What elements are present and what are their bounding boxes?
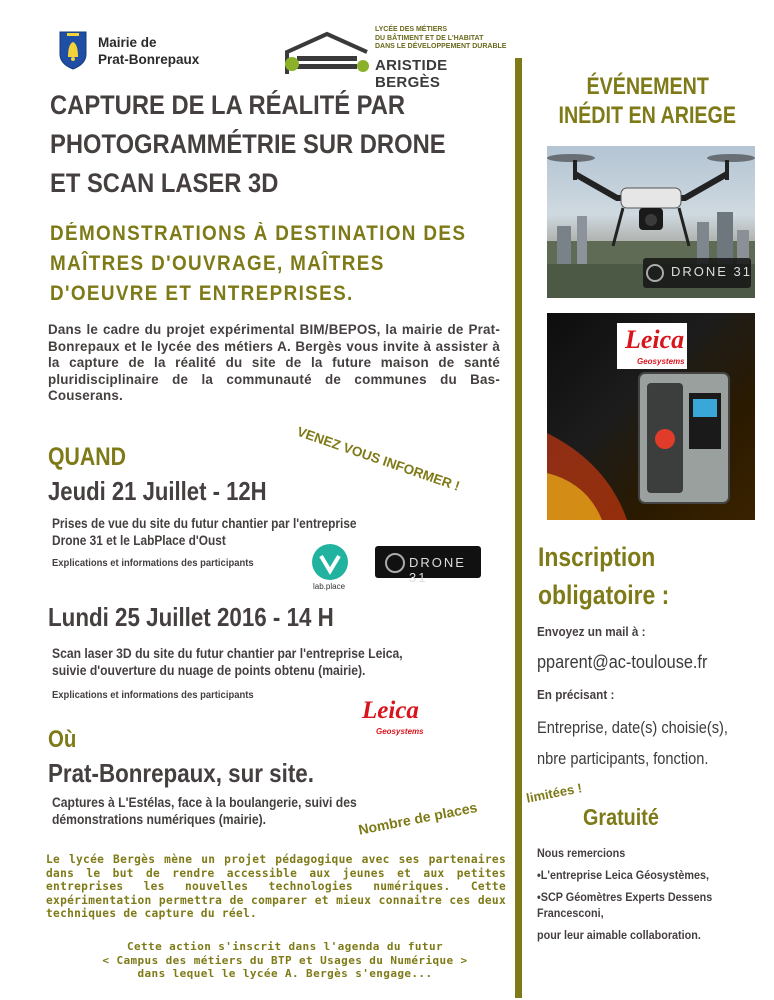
captures-line: Captures à L'Estélas, face à la boulangerie, suivi des	[52, 795, 357, 810]
column-divider	[515, 58, 522, 998]
thanks-line: Nous remercions	[537, 846, 626, 860]
captures-line: démonstrations numériques (mairie).	[52, 812, 267, 827]
prises-line: Drone 31 et le LabPlace d'Oust	[52, 533, 226, 548]
venez-callout: VENEZ VOUS INFORMER !	[295, 424, 462, 494]
subtitle-line: DÉMONSTRATIONS À DESTINATION DES	[50, 222, 467, 245]
title-line: PHOTOGRAMMÉTRIE SUR DRONE	[50, 129, 446, 159]
leica-photo-geo: Geosystems	[637, 357, 685, 366]
thanks-line: Francesconi,	[537, 906, 604, 920]
drone-photo	[547, 146, 755, 298]
thanks-line: •L'entreprise Leica Géosystèmes,	[537, 868, 710, 882]
campus-note	[60, 940, 510, 981]
envoyez-label: Envoyez un mail à :	[537, 624, 646, 639]
inscription-heading	[538, 538, 669, 614]
ou-heading: Où	[48, 726, 77, 753]
leica-photo-brand: Leica	[625, 325, 685, 354]
title-line: ET SCAN LASER 3D	[50, 168, 279, 198]
inscription-line: obligatoire :	[538, 580, 670, 610]
drone31-logo	[375, 546, 481, 585]
details-line: nbre participants, fonction.	[537, 749, 709, 768]
details-list	[537, 712, 728, 774]
scan-line: Scan laser 3D du site du futur chantier par l'entreprise Leica,	[52, 646, 403, 661]
labplace-logo-icon	[311, 543, 349, 581]
coat-of-arms-icon	[58, 30, 88, 70]
thanks-line: pour leur aimable collaboration.	[537, 928, 701, 942]
drone31-photo-label: DRONE 31	[671, 264, 753, 279]
leica-logo	[362, 697, 436, 741]
campus-line: Cette action s'inscrit dans l'agenda du futur	[126, 940, 443, 953]
limitees-callout: limitées !	[525, 780, 584, 806]
inscription-line: Inscription	[538, 542, 656, 572]
lycee-name: ARISTIDE BERGÈS	[375, 57, 448, 91]
lycee-line: DANS LE DÉVELOPPEMENT DURABLE	[375, 43, 507, 50]
leica-scanner-photo	[547, 313, 755, 520]
explications-2: Explications et informations des participants	[52, 689, 254, 701]
mairie-logo-block	[58, 30, 208, 74]
lycee-logo-block	[283, 24, 508, 91]
subtitle-line: D'OEUVRE ET ENTREPRISES.	[50, 282, 354, 305]
mairie-line: Prat-Bonrepaux	[98, 52, 200, 67]
gratuite-heading: Gratuité	[583, 804, 659, 830]
scan-line: suivie d'ouverture du nuage de points obtenu (mairie).	[52, 663, 366, 678]
details-line: Entreprise, date(s) choisie(s),	[537, 718, 728, 737]
pedagogy-paragraph: Le lycée Bergès mène un projet pédagogique avec ses partenaires dans le but de rendre accessible aux jeunes et aux petites entreprises les nouvelles technologies numériques. Cette expérimentation permettra de comparer et mieux connaitre ces deux techniques de capture du réel.	[46, 853, 506, 921]
nombre-de-places-callout: Nombre de places	[357, 798, 479, 838]
leica-geosystems: Geosystems	[376, 727, 424, 736]
thanks-list	[537, 842, 712, 946]
campus-line: < Campus des métiers du BTP et Usages du Numérique >	[102, 953, 468, 967]
building-logo-icon	[283, 30, 371, 76]
event-line: ÉVÉNEMENT	[586, 73, 709, 100]
quand-heading: QUAND	[48, 443, 126, 471]
explications-1: Explications et informations des participants	[52, 557, 254, 569]
drone31-label: DRONE 31	[409, 555, 466, 585]
location: Prat-Bonrepaux, sur site.	[48, 758, 314, 788]
captures-description	[52, 794, 357, 828]
lycee-line: LYCÉE DES MÉTIERS	[375, 26, 448, 33]
mairie-name	[98, 34, 199, 68]
scan-description	[52, 645, 403, 679]
intro-paragraph: Dans le cadre du projet expérimental BIM/BEPOS, la mairie de Prat-Bonrepaux et le lycée des métiers A. Bergès vous invite à assister à la capture de la réalité du site de la future maison de santé pluridisciplinaire de la communauté de communes du Bas-Couserans.	[48, 322, 500, 403]
email-address[interactable]: pparent@ac-toulouse.fr	[537, 651, 708, 672]
event-line: INÉDIT EN ARIEGE	[558, 102, 737, 129]
precisant-label: En précisant :	[537, 687, 615, 702]
leica-brand: Leica	[362, 697, 419, 724]
date-2: Lundi 25 Juillet 2016 - 14 H	[48, 602, 334, 632]
lycee-description	[375, 26, 506, 52]
prises-line: Prises de vue du site du futur chantier par l'entreprise	[52, 516, 357, 531]
thanks-line: •SCP Géomètres Experts Dessens	[537, 890, 713, 904]
drone31-ring-icon	[385, 553, 405, 573]
subtitle-line: MAÎTRES D'OUVRAGE, MAÎTRES	[50, 252, 385, 275]
lycee-line: DU BÂTIMENT ET DE L'HABITAT	[375, 34, 484, 42]
event-heading	[530, 72, 765, 130]
campus-line: dans lequel le lycée A. Bergès s'engage...	[137, 967, 433, 980]
mairie-line: Mairie de	[98, 35, 157, 50]
labplace-label: lab.place	[313, 582, 346, 591]
title-line: CAPTURE DE LA RÉALITÉ PAR	[50, 90, 406, 120]
date-1: Jeudi 21 Juillet - 12H	[48, 476, 267, 506]
